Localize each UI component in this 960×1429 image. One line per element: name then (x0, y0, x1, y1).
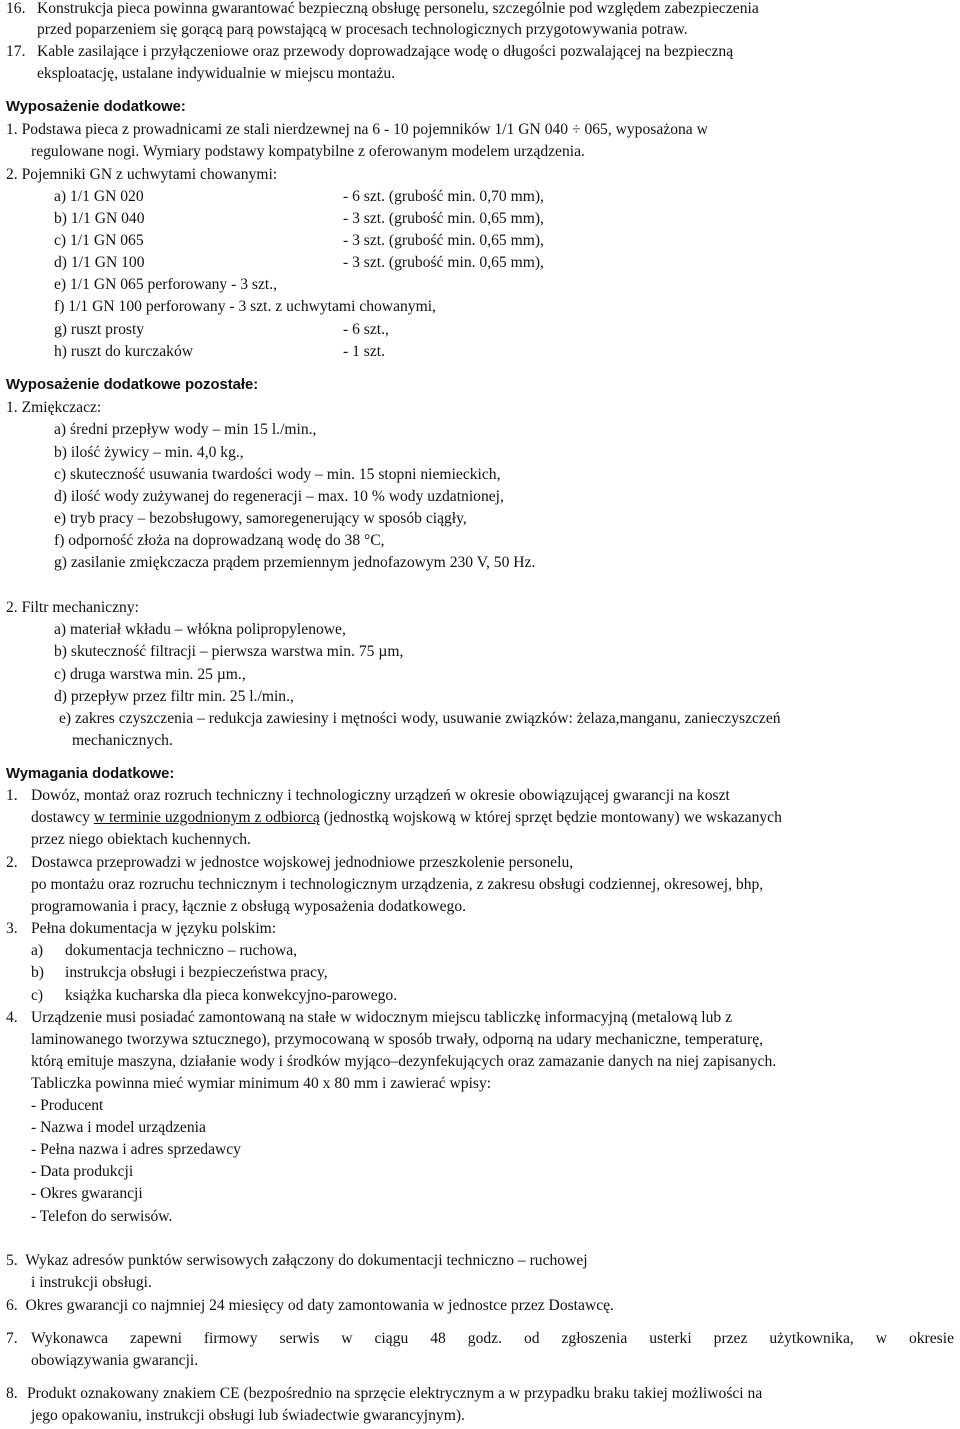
list-item: instrukcja obsługi i bezpieczeństwa pracy, (65, 964, 328, 981)
requirement-6: 6. Okres gwarancji co najmniej 24 miesięcy od daty zamontowania w jednostce przez Dostawcę. (6, 1297, 614, 1314)
paragraph-line: Dostawca przeprowadzi w jednostce wojskowej jednodniowe przeszkolenie personelu, (31, 854, 574, 871)
list-item: g) zasilanie zmiękczacza prądem przemiennym jednofazowym 230 V, 50 Hz. (54, 554, 536, 571)
plate-entry: - Telefon do serwisów. (31, 1208, 173, 1225)
list-item: a) materiał wkładu – włókna polipropylenowe, (54, 621, 346, 638)
paragraph-line: laminowanego tworzywa sztucznego), przymocowaną w sposób trwały, odporną na udary mechaniczne, temperaturę, (31, 1031, 764, 1048)
list-item: c) druga warstwa min. 25 µm., (54, 666, 246, 683)
paragraph-line: Wykonawca zapewni firmowy serwis w ciągu 48 godz. od zgłoszenia usterki przez użytkownika, w okresie (31, 1330, 954, 1347)
paragraph-line: Tabliczka powinna mieć wymiar minimum 40 x 80 mm i zawierać wpisy: (31, 1075, 492, 1092)
item-text-line: przed poparzeniem się gorącą parą powstającą w procesach technologicznych przygotowywania potraw. (37, 21, 688, 38)
paragraph-line: i instrukcji obsługi. (31, 1274, 152, 1291)
text-run: dostawcy (31, 809, 94, 826)
list-item: dokumentacja techniczno – ruchowa, (65, 942, 298, 959)
list-item: d) przepływ przez filtr min. 25 l./min., (54, 688, 294, 705)
item-number: 3. (6, 920, 18, 937)
list-item: b) ilość żywicy – min. 4,0 kg., (54, 444, 244, 461)
paragraph-line: przez niego obiektach kuchennych. (31, 831, 251, 848)
plate-entry: - Pełna nazwa i adres sprzedawcy (31, 1141, 241, 1158)
list-item-letter: a) (31, 942, 44, 959)
paragraph-line: po montażu oraz rozruchu technicznym i technologicznym urządzenia, z zakresu obsługi codziennej, okresowej, bhp, (31, 876, 764, 893)
paragraph-line: Produkt oznakowany znakiem CE (bezpośrednio na sprzęcie elektrycznym a w przypadku braku takiej możliwości na (27, 1385, 763, 1402)
list-item-quantity: - 1 szt. (343, 343, 386, 360)
list-item: d) ilość wody zużywanej do regeneracji – max. 10 % wody uzdatnionej, (54, 488, 504, 505)
plate-entry: - Nazwa i model urządzenia (31, 1119, 206, 1136)
list-item: c) 1/1 GN 065 (54, 232, 144, 249)
list-item-letter: b) (31, 964, 44, 981)
list-title: 2. Pojemniki GN z uchwytami chowanymi: (6, 166, 278, 183)
list-item-letter: c) (31, 987, 44, 1004)
list-title: 1. Zmiękczacz: (6, 399, 102, 416)
list-item: c) skuteczność usuwania twardości wody – min. 15 stopni niemieckich, (54, 466, 501, 483)
paragraph-line: którą emituje maszyna, działanie wody i środków myjąco–dezynfekujących oraz zamazanie danych na niej zapisanych. (31, 1053, 777, 1070)
list-item: h) ruszt do kurczaków (54, 343, 193, 360)
item-number: 8. (6, 1385, 18, 1402)
list-item-quantity: - 3 szt. (grubość min. 0,65 mm), (343, 210, 544, 227)
plate-entry: - Producent (31, 1097, 104, 1114)
underlined-text: w terminie uzgodnionym z odbiorcą (93, 809, 320, 826)
paragraph-line: jego opakowaniu, instrukcji obsługi lub świadectwie gwarancyjnym). (31, 1407, 465, 1424)
section-heading: Wymagania dodatkowe: (6, 766, 175, 782)
list-item: e) tryb pracy – bezobsługowy, samoregenerujący w sposób ciągły, (54, 510, 467, 527)
item-number: 4. (6, 1009, 18, 1026)
item-number: 1. (6, 787, 18, 804)
item-number: 16. (6, 0, 26, 17)
list-title: Pełna dokumentacja w języku polskim: (31, 920, 277, 937)
plate-entry: - Data produkcji (31, 1163, 134, 1180)
list-item: a) 1/1 GN 020 (54, 188, 144, 205)
list-item: e) zakres czyszczenia – redukcja zawiesiny i mętności wody, usuwanie związków: żelaza,manganu, zanieczyszczeń (59, 710, 781, 727)
paragraph-line: Urządzenie musi posiadać zamontowaną na stałe w widocznym miejscu tabliczkę informacyjną (metalową lub z (31, 1009, 733, 1026)
item-text-line: Kable zasilające i przyłączeniowe oraz przewody doprowadzające wodę o długości pozwalającej na bezpieczną (37, 43, 734, 60)
paragraph-line: 1. Podstawa pieca z prowadnicami ze stali nierdzewnej na 6 - 10 pojemników 1/1 GN 040 ÷ 065, wyposażona w (6, 121, 708, 138)
list-item: książka kucharska dla pieca konwekcyjno-parowego. (65, 987, 398, 1004)
list-item: f) odporność złoża na doprowadzaną wodę do 38 °C, (54, 532, 385, 549)
paragraph-line: obowiązywania gwarancji. (31, 1352, 199, 1369)
item-number: 17. (6, 43, 26, 60)
item-text-line: eksploatację, ustalane indywidualnie w miejscu montażu. (37, 65, 396, 82)
paragraph-line: programowania i pracy, łącznie z obsługą wyposażenia dodatkowego. (31, 898, 467, 915)
list-item-continuation: mechanicznych. (72, 732, 173, 749)
list-item: g) ruszt prosty (54, 321, 145, 338)
list-item: a) średni przepływ wody – min 15 l./min., (54, 421, 317, 438)
text-run: (jednostką wojskową w której sprzęt będzie montowany) we wskazanych (319, 809, 782, 826)
list-item: b) skuteczność filtracji – pierwsza warstwa min. 75 µm, (54, 643, 404, 660)
list-item: d) 1/1 GN 100 (54, 254, 145, 271)
list-item-quantity: - 3 szt. (grubość min. 0,65 mm), (343, 232, 544, 249)
paragraph-line: Dowóz, montaż oraz rozruch techniczny i technologiczny urządzeń w okresie obowiązującej gwarancji na koszt (31, 787, 730, 804)
list-title: 2. Filtr mechaniczny: (6, 599, 139, 616)
item-number: 2. (6, 854, 18, 871)
list-item-quantity: - 6 szt. (grubość min. 0,70 mm), (343, 188, 544, 205)
list-item: b) 1/1 GN 040 (54, 210, 145, 227)
paragraph-line (31, 808, 782, 828)
item-number: 7. (6, 1330, 18, 1347)
paragraph-line: 5. Wykaz adresów punktów serwisowych załączony do dokumentacji techniczno – ruchowej (6, 1252, 588, 1269)
list-item-quantity: - 6 szt., (343, 321, 389, 338)
plate-entry: - Okres gwarancji (31, 1185, 143, 1202)
list-item-quantity: - 3 szt. (grubość min. 0,65 mm), (343, 254, 544, 271)
item-text-line: Konstrukcja pieca powinna gwarantować bezpieczną obsługę personelu, szczególnie pod względem zabezpieczenia (37, 0, 759, 17)
paragraph-line: regulowane nogi. Wymiary podstawy kompatybilne z oferowanym modelem urządzenia. (31, 143, 585, 160)
list-item: f) 1/1 GN 100 perforowany - 3 szt. z uchwytami chowanymi, (54, 298, 436, 315)
section-heading: Wyposażenie dodatkowe: (6, 99, 186, 115)
list-item: e) 1/1 GN 065 perforowany - 3 szt., (54, 276, 278, 293)
section-heading: Wyposażenie dodatkowe pozostałe: (6, 377, 259, 393)
